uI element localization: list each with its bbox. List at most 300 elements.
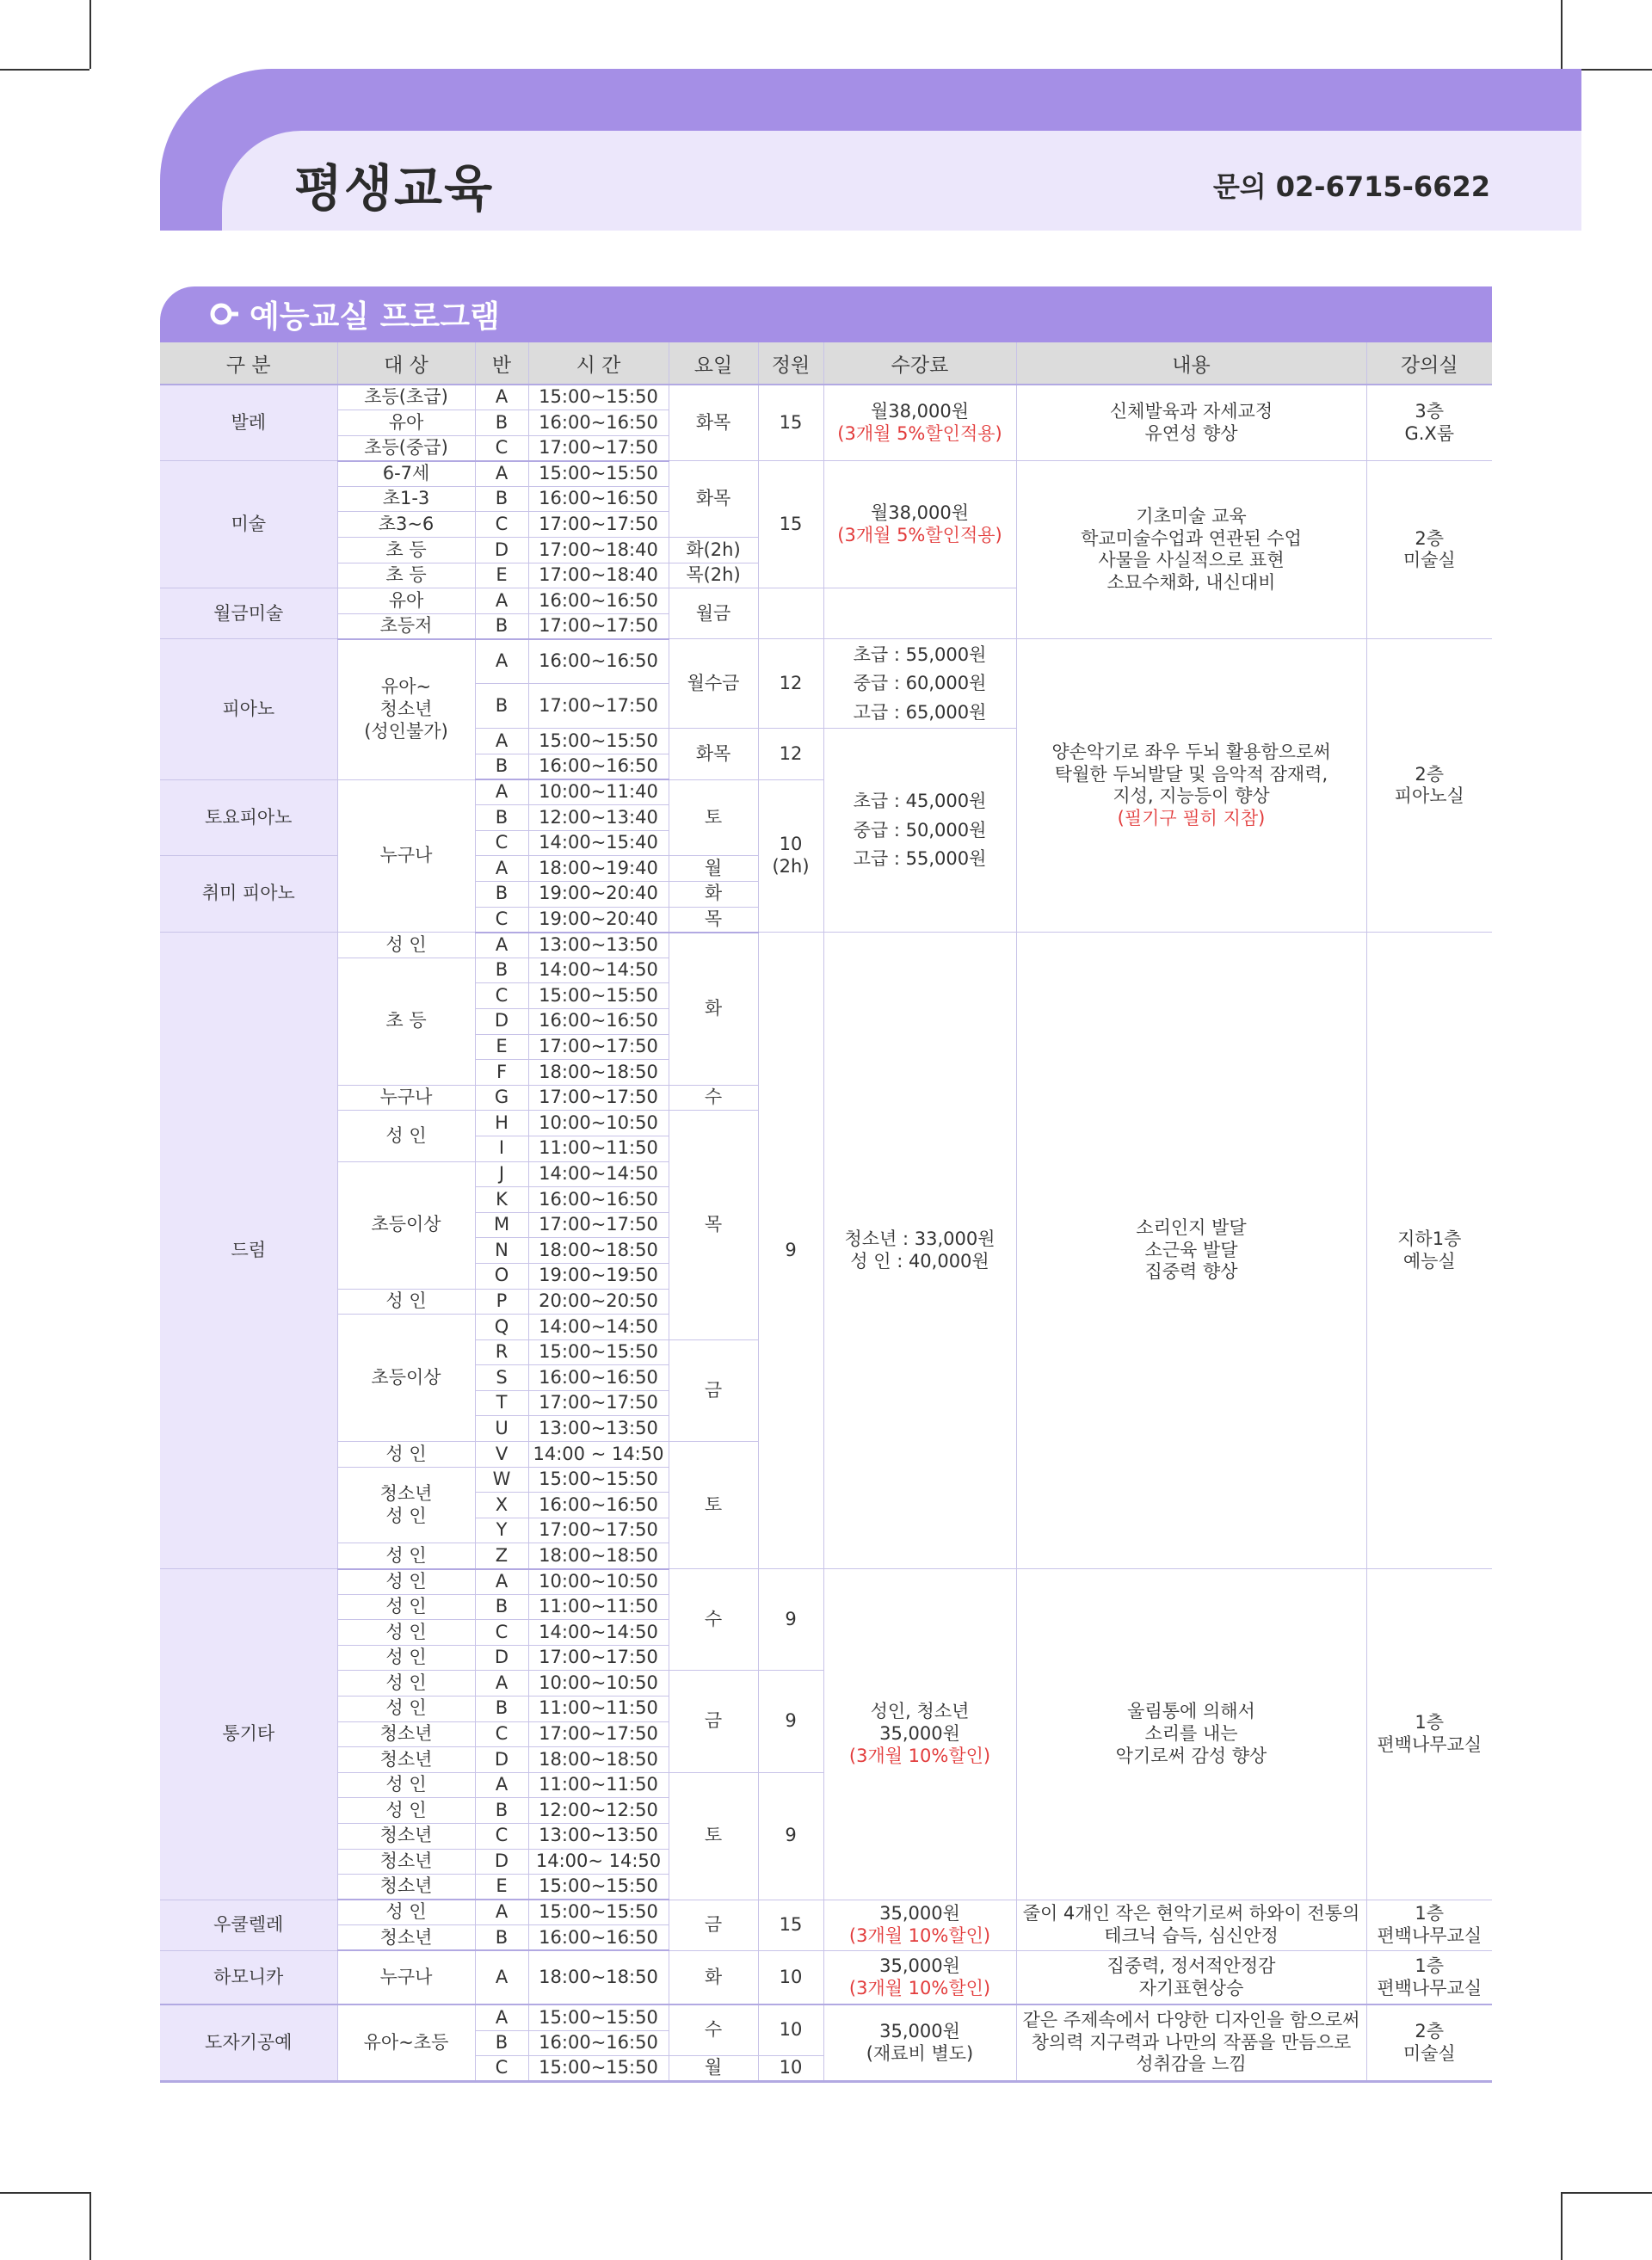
class-cell: B	[475, 754, 528, 780]
target-cell: 성 인	[337, 1543, 475, 1569]
class-cell: P	[475, 1289, 528, 1315]
room-floor: 2층	[1415, 527, 1445, 549]
time-cell: 18:00~18:50	[528, 1950, 669, 2004]
class-cell: A	[475, 1569, 528, 1595]
content-cell	[1016, 933, 1366, 1569]
content-line: 지성, 지능등이 향상	[1113, 785, 1270, 807]
category-drum: 드럼	[160, 933, 337, 1569]
fee-text: 월38,000원	[870, 401, 970, 422]
target-cell: 성 인	[337, 1620, 475, 1646]
class-cell: M	[475, 1212, 528, 1238]
class-cell: W	[475, 1467, 528, 1493]
room-name: 미술실	[1402, 550, 1456, 571]
class-cell: B	[475, 1594, 528, 1620]
time-cell: 13:00~13:50	[528, 1416, 669, 1442]
class-cell: D	[475, 1008, 528, 1034]
fee-cell	[823, 588, 1016, 639]
class-cell: B	[475, 2030, 528, 2056]
time-cell: 14:00~14:50	[528, 958, 669, 983]
time-cell: 16:00~16:50	[528, 1008, 669, 1034]
time-cell: 15:00~15:50	[528, 729, 669, 754]
content-cell	[1016, 1569, 1366, 1900]
room-name: 피아노실	[1394, 785, 1464, 807]
target-line: 유아~	[380, 676, 432, 698]
class-cell: A	[475, 1950, 528, 2004]
class-cell: A	[475, 779, 528, 805]
content-cell	[1016, 1900, 1366, 1950]
fee-line: 청소년 : 33,000원	[844, 1229, 996, 1249]
crop-mark	[0, 69, 89, 71]
day-cell: 수	[669, 1085, 758, 1111]
content-line: 자기표현상승	[1138, 1977, 1244, 1998]
content-line: 유연성 향상	[1144, 422, 1238, 444]
room-floor: 2층	[1415, 2020, 1445, 2041]
class-cell: Q	[475, 1315, 528, 1340]
target-cell: 청소년	[337, 1721, 475, 1747]
room-floor: 2층	[1415, 763, 1445, 785]
time-cell: 17:00~17:50	[528, 1034, 669, 1060]
content-cell	[1016, 2004, 1366, 2081]
class-cell: C	[475, 1823, 528, 1849]
class-cell: E	[475, 563, 528, 588]
room-cell	[1366, 933, 1492, 1569]
col-capacity: 정원	[758, 342, 823, 385]
time-cell: 17:00~17:50	[528, 684, 669, 729]
day-cell: 금	[669, 1339, 758, 1441]
fee-cell	[823, 2004, 1016, 2081]
target-cell: 초등이상	[337, 1315, 475, 1442]
fee-cell	[823, 1900, 1016, 1950]
day-cell: 월수금	[669, 639, 758, 729]
content-line: 사물을 사실적으로 표현	[1098, 550, 1285, 571]
capacity-cell: 10	[758, 2004, 823, 2055]
time-cell: 16:00~16:50	[528, 1365, 669, 1391]
room-cell	[1366, 639, 1492, 933]
fee-cell	[823, 639, 1016, 729]
class-cell: A	[475, 2004, 528, 2030]
col-target: 대 상	[337, 342, 475, 385]
target-line: 청소년	[379, 1482, 433, 1504]
day-cell: 목(2h)	[669, 563, 758, 588]
fee-cell	[823, 1950, 1016, 2004]
fee-line: 성 인 : 40,000원	[850, 1250, 989, 1272]
discount-note: (3개월 5%할인적용)	[837, 422, 1002, 444]
content-line: 성취감을 느낌	[1136, 2054, 1247, 2075]
class-cell: X	[475, 1493, 528, 1518]
time-cell: 11:00~11:50	[528, 1697, 669, 1722]
target-cell: 청소년	[337, 1925, 475, 1951]
time-cell: 19:00~19:50	[528, 1263, 669, 1289]
class-cell: D	[475, 1747, 528, 1773]
day-cell: 화(2h)	[669, 538, 758, 563]
room-floor: 3층	[1415, 401, 1445, 422]
class-cell: Z	[475, 1543, 528, 1569]
discount-note: (3개월 10%할인)	[848, 1924, 991, 1946]
room-name: G.X룸	[1404, 422, 1455, 444]
category-guitar: 통기타	[160, 1569, 337, 1900]
time-cell: 15:00~15:50	[528, 2056, 669, 2082]
target-cell: 성 인	[337, 1697, 475, 1722]
day-cell: 화목	[669, 385, 758, 461]
content-line: 탁월한 두뇌발달 및 음악적 잠재력,	[1054, 763, 1328, 785]
col-room: 강의실	[1366, 342, 1492, 385]
fee-text: 35,000원	[879, 1955, 960, 1977]
target-cell	[337, 639, 475, 779]
target-cell: 청소년	[337, 1823, 475, 1849]
fee-line: 고급 : 55,000원	[853, 848, 987, 870]
target-cell: 초등(중급)	[337, 435, 475, 461]
class-cell: R	[475, 1339, 528, 1365]
fee-line: 초급 : 55,000원	[853, 644, 987, 665]
class-cell: A	[475, 461, 528, 487]
target-cell: 초등저	[337, 613, 475, 639]
capacity-cell: 9	[758, 933, 823, 1569]
class-cell: C	[475, 907, 528, 933]
discount-note: (3개월 10%할인)	[848, 1745, 991, 1766]
time-cell: 15:00~15:50	[528, 2004, 669, 2030]
content-line: 악기로써 감성 향상	[1115, 1745, 1267, 1766]
target-cell: 성 인	[337, 1569, 475, 1595]
target-cell: 초등이상	[337, 1161, 475, 1289]
fee-line: 중급 : 60,000원	[853, 673, 987, 694]
room-cell	[1366, 385, 1492, 461]
time-cell: 12:00~13:40	[528, 805, 669, 831]
capacity-cell: 10	[758, 2056, 823, 2082]
table-header-row	[160, 342, 1492, 385]
target-cell: 유아	[337, 410, 475, 436]
fee-line: 고급 : 65,000원	[853, 701, 987, 723]
section-title: 예능교실 프로그램	[250, 299, 500, 335]
content-line: 학교미술수업과 연관된 수업	[1081, 527, 1302, 549]
time-cell: 13:00~13:50	[528, 1823, 669, 1849]
time-cell: 10:00~10:50	[528, 1111, 669, 1136]
fee-cell	[823, 385, 1016, 461]
class-cell: O	[475, 1263, 528, 1289]
target-cell: 초 등	[337, 563, 475, 588]
class-cell: A	[475, 856, 528, 882]
fee-text: 35,000원	[879, 1903, 960, 1924]
time-cell: 19:00~20:40	[528, 907, 669, 933]
class-cell: C	[475, 1721, 528, 1747]
day-cell: 토	[669, 779, 758, 856]
class-cell: C	[475, 983, 528, 1009]
time-cell: 14:00~14:50	[528, 1161, 669, 1187]
class-cell: C	[475, 512, 528, 538]
time-cell: 14:00~15:40	[528, 830, 669, 856]
day-cell: 화목	[669, 729, 758, 779]
category-ukulele: 우쿨렐레	[160, 1900, 337, 1950]
class-cell: C	[475, 830, 528, 856]
room-name: 미술실	[1402, 2042, 1456, 2064]
class-cell: B	[475, 613, 528, 639]
time-cell: 14:00~14:50	[528, 1315, 669, 1340]
col-class: 반	[475, 342, 528, 385]
category-art: 미술	[160, 461, 337, 588]
day-cell: 월금	[669, 588, 758, 639]
capacity-cell: 15	[758, 385, 823, 461]
crop-mark	[89, 2192, 91, 2260]
col-time: 시 간	[528, 342, 669, 385]
key-arrow-icon	[210, 299, 239, 329]
class-cell: U	[475, 1416, 528, 1442]
class-cell: B	[475, 1798, 528, 1824]
class-cell: Y	[475, 1518, 528, 1543]
class-cell: A	[475, 729, 528, 754]
time-cell: 16:00~16:50	[528, 1925, 669, 1951]
fee-line: 35,000원	[879, 1723, 960, 1745]
content-cell	[1016, 639, 1366, 933]
class-cell: B	[475, 486, 528, 512]
fee-cell	[823, 461, 1016, 588]
time-cell: 18:00~18:50	[528, 1238, 669, 1264]
target-line: (성인불가)	[364, 720, 448, 742]
class-cell: V	[475, 1442, 528, 1468]
category-piano: 피아노	[160, 639, 337, 779]
time-cell: 20:00~20:50	[528, 1289, 669, 1315]
room-cell	[1366, 461, 1492, 639]
target-cell: 초 등	[337, 538, 475, 563]
room-name: 예능실	[1402, 1250, 1456, 1272]
class-cell: A	[475, 588, 528, 614]
table-row	[160, 1900, 1492, 1925]
room-name: 편백나무교실	[1377, 1977, 1482, 1998]
time-cell: 17:00~17:50	[528, 1390, 669, 1416]
content-line: 소리인지 발달	[1136, 1217, 1247, 1239]
class-cell: I	[475, 1136, 528, 1161]
day-cell: 화	[669, 1950, 758, 2004]
class-cell: H	[475, 1111, 528, 1136]
class-cell: F	[475, 1060, 528, 1086]
target-cell	[337, 1467, 475, 1543]
content-line: 신체발육과 자세교정	[1109, 401, 1273, 422]
time-cell: 18:00~18:50	[528, 1060, 669, 1086]
fee-line: 초급 : 45,000원	[853, 790, 987, 811]
table-row	[160, 639, 1492, 684]
class-cell: A	[475, 1671, 528, 1697]
capacity-cell: 10	[758, 1950, 823, 2004]
class-cell: C	[475, 1620, 528, 1646]
class-cell: B	[475, 882, 528, 908]
content-line: 양손악기로 좌우 두뇌 활용함으로써	[1051, 742, 1331, 763]
fee-cell	[823, 933, 1016, 1569]
target-cell: 누구나	[337, 1085, 475, 1111]
content-line: 집중력, 정서적안정감	[1106, 1955, 1276, 1977]
day-cell: 금	[669, 1671, 758, 1772]
capacity-cell: 12	[758, 639, 823, 729]
crop-mark	[89, 0, 91, 69]
time-cell: 15:00~15:50	[528, 983, 669, 1009]
fee-note: (재료비 별도)	[866, 2042, 974, 2064]
col-fee: 수강료	[823, 342, 1016, 385]
room-name: 편백나무교실	[1377, 1733, 1482, 1755]
target-cell: 성 인	[337, 1900, 475, 1925]
time-cell: 15:00~15:50	[528, 1467, 669, 1493]
room-name: 편백나무교실	[1377, 1924, 1482, 1946]
room-cell	[1366, 2004, 1492, 2081]
fee-line: 중급 : 50,000원	[853, 819, 987, 841]
content-line: 창의력 지구력과 나만의 작품을 만듬으로	[1031, 2031, 1352, 2053]
class-cell: B	[475, 805, 528, 831]
fee-cell	[823, 1569, 1016, 1900]
capacity-cell: 9	[758, 1569, 823, 1671]
class-cell: D	[475, 1645, 528, 1671]
time-cell: 18:00~18:50	[528, 1747, 669, 1773]
time-cell: 19:00~20:40	[528, 882, 669, 908]
time-cell: 12:00~12:50	[528, 1798, 669, 1824]
day-cell: 화	[669, 882, 758, 908]
target-cell: 유아	[337, 588, 475, 614]
content-line: 테크닉 습득, 심신안정	[1104, 1924, 1279, 1946]
class-cell: G	[475, 1085, 528, 1111]
contact-phone: 문의 02-6715-6622	[1212, 170, 1490, 203]
room-floor: 1층	[1415, 1955, 1445, 1977]
target-cell: 청소년	[337, 1849, 475, 1875]
time-cell: 15:00~15:50	[528, 1900, 669, 1925]
discount-note: (3개월 10%할인)	[848, 1977, 991, 1998]
discount-note: (3개월 5%할인적용)	[837, 524, 1002, 545]
time-cell: 13:00~13:50	[528, 933, 669, 958]
time-cell: 14:00~14:50	[528, 1620, 669, 1646]
program-table	[160, 342, 1492, 2083]
room-cell	[1366, 1900, 1492, 1950]
class-cell: B	[475, 410, 528, 436]
class-cell: B	[475, 684, 528, 729]
day-cell: 화목	[669, 461, 758, 538]
class-cell: J	[475, 1161, 528, 1187]
class-cell: C	[475, 2056, 528, 2082]
crop-mark	[0, 2192, 89, 2194]
day-cell: 수	[669, 2004, 758, 2055]
target-cell: 성 인	[337, 1111, 475, 1161]
target-line: 성 인	[385, 1505, 427, 1526]
time-cell: 17:00~17:50	[528, 512, 669, 538]
time-cell: 15:00~15:50	[528, 1339, 669, 1365]
capacity-unit: (2h)	[772, 855, 810, 877]
day-cell: 화	[669, 933, 758, 1086]
col-category: 구 분	[160, 342, 337, 385]
target-cell: 성 인	[337, 1289, 475, 1315]
target-line: 청소년	[379, 698, 433, 719]
time-cell: 11:00~11:50	[528, 1136, 669, 1161]
target-cell: 초3~6	[337, 512, 475, 538]
time-cell: 17:00~17:50	[528, 1085, 669, 1111]
time-cell: 15:00~15:50	[528, 461, 669, 487]
target-cell: 누구나	[337, 1950, 475, 2004]
capacity-cell	[758, 588, 823, 639]
class-cell: E	[475, 1875, 528, 1900]
time-cell: 17:00~17:50	[528, 1518, 669, 1543]
category-hobby-piano: 취미 피아노	[160, 856, 337, 933]
time-cell: 16:00~16:50	[528, 639, 669, 684]
capacity-value: 10	[779, 834, 803, 855]
fee-text: 35,000원	[879, 2020, 960, 2041]
class-cell: S	[475, 1365, 528, 1391]
table-row	[160, 933, 1492, 958]
room-floor: 지하1층	[1397, 1229, 1462, 1249]
crop-mark	[1561, 0, 1563, 69]
target-cell: 누구나	[337, 779, 475, 933]
content-line: 소근육 발달	[1144, 1239, 1238, 1260]
category-sat-piano: 토요피아노	[160, 779, 337, 856]
page-title: 평생교육	[294, 159, 495, 218]
time-cell: 16:00~16:50	[528, 410, 669, 436]
day-cell: 목	[669, 907, 758, 933]
class-cell: A	[475, 933, 528, 958]
time-cell: 17:00~17:50	[528, 1212, 669, 1238]
content-line: 줄이 4개인 작은 현악기로써 하와이 전통의	[1022, 1903, 1360, 1924]
capacity-cell: 9	[758, 1772, 823, 1900]
target-cell: 6-7세	[337, 461, 475, 487]
time-cell: 16:00~16:50	[528, 754, 669, 780]
target-cell: 초 등	[337, 958, 475, 1085]
room-floor: 1층	[1415, 1903, 1445, 1924]
table-row	[160, 1950, 1492, 2004]
category-art-mf: 월금미술	[160, 588, 337, 639]
target-cell: 유아~초등	[337, 2004, 475, 2081]
content-line: 기초미술 교육	[1136, 506, 1247, 527]
class-cell: A	[475, 385, 528, 410]
class-cell: N	[475, 1238, 528, 1264]
time-cell: 17:00~17:50	[528, 613, 669, 639]
capacity-cell: 12	[758, 729, 823, 779]
time-cell: 11:00~11:50	[528, 1772, 669, 1798]
category-harmonica: 하모니카	[160, 1950, 337, 2004]
time-cell: 17:00~17:50	[528, 435, 669, 461]
table-row	[160, 1569, 1492, 1595]
time-cell: 14:00 ~ 14:50	[528, 1442, 669, 1468]
fee-text: 월38,000원	[870, 502, 970, 524]
col-content: 내용	[1016, 342, 1366, 385]
time-cell: 17:00~17:50	[528, 1645, 669, 1671]
day-cell: 목	[669, 1111, 758, 1339]
col-day: 요일	[669, 342, 758, 385]
category-ceramics: 도자기공예	[160, 2004, 337, 2081]
time-cell: 11:00~11:50	[528, 1594, 669, 1620]
room-floor: 1층	[1415, 1712, 1445, 1733]
time-cell: 14:00~ 14:50	[528, 1849, 669, 1875]
content-line: 울림통에 의해서	[1127, 1701, 1255, 1722]
content-line: 집중력 향상	[1144, 1261, 1238, 1283]
fee-cell	[823, 729, 1016, 933]
class-cell: A	[475, 639, 528, 684]
target-cell: 초1-3	[337, 486, 475, 512]
table-row	[160, 2004, 1492, 2030]
room-cell	[1366, 1950, 1492, 2004]
class-cell: B	[475, 958, 528, 983]
time-cell: 16:00~16:50	[528, 486, 669, 512]
time-cell: 18:00~19:40	[528, 856, 669, 882]
content-cell	[1016, 385, 1366, 461]
content-line: 소묘수채화, 내신대비	[1106, 571, 1276, 593]
time-cell: 16:00~16:50	[528, 588, 669, 614]
class-cell: B	[475, 1925, 528, 1951]
class-cell: D	[475, 1849, 528, 1875]
class-cell: D	[475, 538, 528, 563]
capacity-cell: 15	[758, 461, 823, 588]
class-cell: A	[475, 1772, 528, 1798]
table-row	[160, 385, 1492, 410]
time-cell: 18:00~18:50	[528, 1543, 669, 1569]
crop-mark	[1561, 2192, 1563, 2260]
target-cell: 성 인	[337, 1772, 475, 1798]
content-cell	[1016, 1950, 1366, 2004]
day-cell: 토	[669, 1772, 758, 1900]
time-cell: 10:00~10:50	[528, 1671, 669, 1697]
day-cell: 월	[669, 2056, 758, 2082]
time-cell: 16:00~16:50	[528, 1493, 669, 1518]
day-cell: 수	[669, 1569, 758, 1671]
target-cell: 성 인	[337, 933, 475, 958]
